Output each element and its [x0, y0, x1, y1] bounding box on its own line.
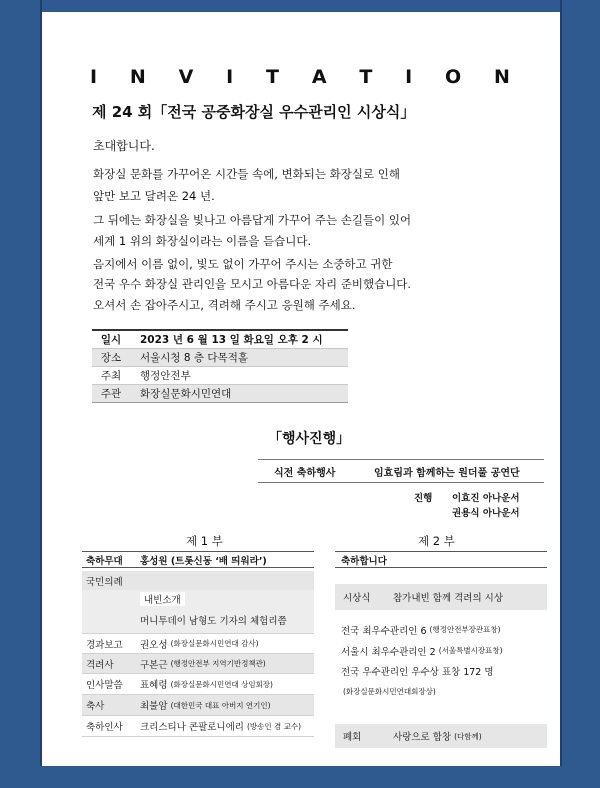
part1-row-note: (방송인 겸 교수) — [247, 721, 302, 731]
body-line: 오셔서 손 잡아주시고, 격려해 주시고 응원해 주세요. — [93, 298, 356, 312]
info-row-datetime — [92, 331, 348, 348]
invitation-letter: A — [311, 66, 327, 88]
invitation-heading — [90, 66, 510, 88]
program-title: 「행사진행」 — [268, 431, 351, 447]
part1-row-value: 구본근 — [140, 659, 168, 671]
part1-row-value: 크리스티나 콘팔로니에리 — [140, 722, 244, 733]
part1-row — [82, 653, 314, 673]
part2-award-text: 전국 최우수관리인 6 — [341, 625, 427, 637]
part1-row — [82, 571, 314, 590]
invitation-letter: I — [90, 66, 98, 88]
event-info-table — [92, 329, 348, 403]
main-title: 제 24 회「전국 공중화장실 우수관리인 시상식」 — [92, 103, 416, 121]
part2-closing-note: (다함께) — [454, 731, 482, 741]
part1-row-value: 표혜령 — [140, 680, 168, 691]
invitation-letter: V — [178, 66, 194, 88]
part1-row — [82, 607, 314, 633]
part1-row-key: 경과보고 — [86, 639, 123, 651]
part1-row-value: 권오성 — [140, 639, 168, 651]
part2-closing-row — [335, 724, 547, 748]
part2-award-row — [335, 584, 547, 610]
part1-row-note: (대한민국 대표 아버지 연기인) — [170, 700, 271, 710]
part2-award-line — [335, 641, 547, 660]
part2-title: 제 2 부 — [418, 534, 455, 548]
part2-award-note: (서울특별시장표창) — [438, 646, 503, 655]
part2-award-note: (화장실문화시민연대회장상) — [343, 686, 436, 696]
part1-title: 제 1 부 — [186, 534, 223, 548]
info-row-organizer — [92, 384, 348, 402]
info-value: 화장실문화시민연대 — [140, 388, 232, 400]
invitation-letter: N — [129, 66, 146, 88]
part2-award-line — [335, 660, 547, 682]
frame-bottom — [0, 766, 600, 788]
body-line: 앞만 보고 달려온 24 년. — [93, 189, 215, 203]
part1-row — [82, 715, 314, 737]
pre-ceremony-row — [258, 459, 544, 483]
mc-row — [414, 505, 520, 519]
frame-left — [0, 0, 42, 788]
part1-row-key: 축사 — [86, 701, 105, 712]
info-row-host — [92, 366, 348, 384]
info-key: 주최 — [100, 370, 122, 382]
body-line: 그 뒤에는 화장실을 빛나고 아름답게 가꾸어 주는 손길들이 있어 — [93, 213, 412, 227]
invitation-letter: I — [226, 66, 234, 88]
part1-row — [82, 633, 314, 653]
pre-ceremony-label: 식전 축하행사 — [274, 467, 336, 479]
part1-column — [82, 551, 314, 737]
part1-header — [82, 552, 314, 568]
part1-row — [82, 673, 314, 694]
part1-row-note: (화장실문화시민연대 감사) — [170, 639, 259, 648]
invitation-letter: T — [359, 66, 373, 88]
part1-row-key: 인사말씀 — [86, 680, 123, 691]
info-row-venue — [92, 348, 348, 366]
part2-award-line — [335, 618, 547, 641]
part1-row-value: 머니투데이 남형도 기자의 체험리쯤 — [140, 616, 287, 627]
part1-row-note: (행정안전부 지역기반정책관) — [170, 659, 266, 668]
mc-name: 권용식 아나운서 — [452, 508, 520, 519]
pre-ceremony-value: 임효림과 함께하는 원더풀 공연단 — [374, 467, 520, 479]
invitation-letter: N — [493, 66, 510, 88]
frame-top — [42, 0, 560, 12]
invitation-letter: T — [266, 66, 279, 88]
info-value: 서울시청 8 층 다목적홀 — [140, 352, 248, 364]
info-value: 행정안전부 — [140, 370, 191, 382]
mc-row — [414, 490, 520, 504]
part2-column — [335, 551, 547, 748]
greeting: 초대합니다. — [93, 139, 155, 153]
part1-header-value: 홍성원 (트롯신동 ‘배 띄워라’) — [140, 555, 267, 567]
info-value: 2023 년 6 월 13 일 화요일 오후 2 시 — [140, 334, 323, 346]
part1-row-value: 최불암 — [140, 701, 168, 712]
part2-award-note: (행정안전부장관표창) — [429, 625, 501, 634]
info-key: 장소 — [100, 352, 122, 364]
part1-header-key: 축하무대 — [86, 555, 123, 567]
part1-row-key: 격려사 — [86, 659, 114, 671]
invitation-letter: I — [405, 66, 413, 88]
info-key: 주관 — [100, 388, 122, 400]
body-line: 화장실 문화를 가꾸어온 시간들 속에, 변화되는 화장실로 인해 — [93, 167, 400, 181]
part1-row-note: (화장실문화시민연대 상임회장) — [170, 679, 273, 689]
part2-header: 축하합니다 — [335, 552, 547, 568]
part2-award-line — [335, 682, 547, 700]
mc-name: 이효진 아나운서 — [452, 493, 520, 504]
part1-row — [82, 590, 314, 607]
part2-closing-key: 폐회 — [343, 732, 362, 743]
part2-closing-value: 사랑으로 합창 — [393, 732, 452, 743]
info-key: 일시 — [100, 334, 122, 346]
part1-row-key: 국민의례 — [86, 576, 123, 588]
body-line: 음지에서 이름 없이, 빛도 없이 가꾸어 주시는 소중하고 귀한 — [93, 257, 393, 271]
part2-award-text: 전국 우수관리인 우수상 표창 172 명 — [341, 667, 494, 678]
part2-award-value: 참가내빈 함께 격려의 시상 — [393, 593, 504, 604]
frame-right — [560, 0, 600, 788]
mc-label: 진행 — [414, 493, 433, 504]
invitation-letter: O — [445, 66, 462, 88]
body-line: 전국 우수 화장실 관리인을 모시고 아름다운 자리 준비했습니다. — [93, 277, 412, 291]
part1-row — [82, 694, 314, 715]
body-line: 세계 1 위의 화장실이라는 이름을 듣습니다. — [93, 234, 312, 248]
part2-award-key: 시상식 — [343, 593, 371, 604]
part1-row-value: 내빈소개 — [140, 592, 185, 606]
part1-row-key: 축하인사 — [86, 722, 123, 733]
part2-award-text: 서울시 최우수관리인 2 — [341, 646, 436, 658]
